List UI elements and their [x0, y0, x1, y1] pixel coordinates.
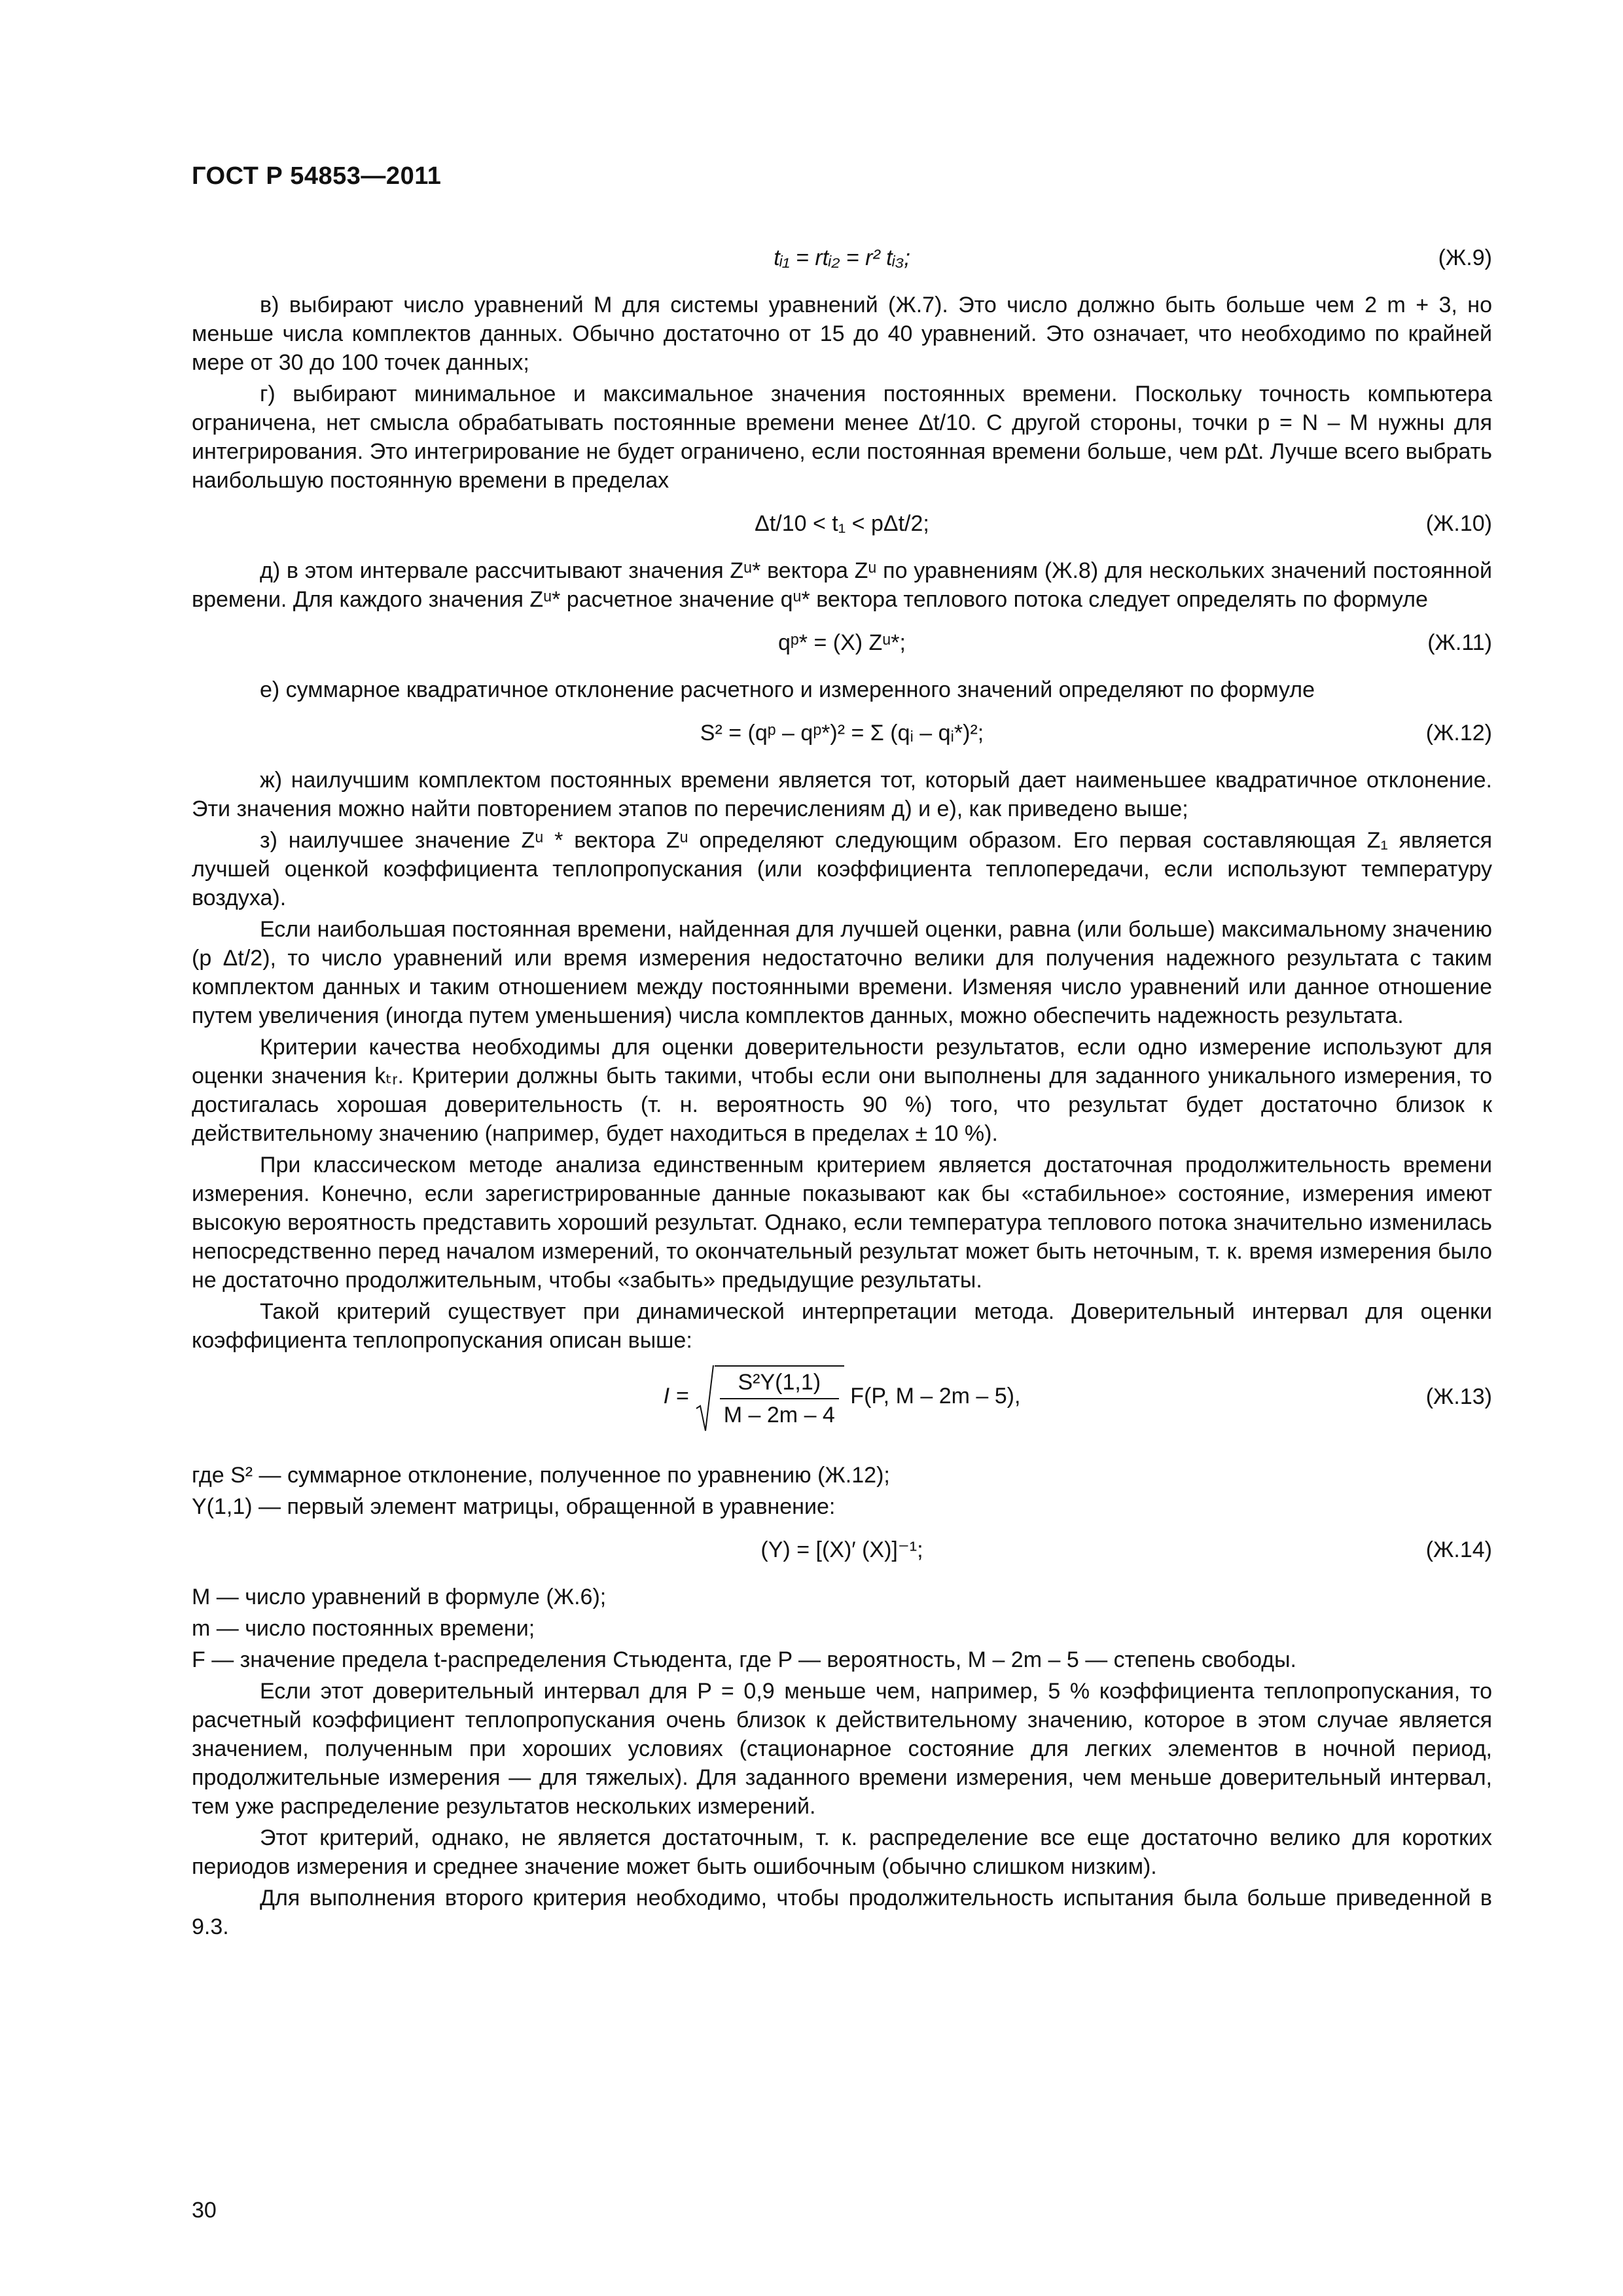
formula-expression: (Y) = [(X)′ (X)]⁻¹;: [760, 1537, 923, 1562]
paragraph: е) суммарное квадратичное отклонение расчетного и измеренного значений определяют по формуле: [260, 677, 1315, 702]
formula-expression: Δt/10 < t₁ < pΔt/2;: [755, 511, 929, 536]
document-body: [192, 229, 1492, 1944]
page-number: 30: [192, 2198, 217, 2223]
formula-number: (Ж.12): [1425, 721, 1492, 745]
definition-line: где S² — суммарное отклонение, полученное по уравнению (Ж.12);: [192, 1463, 890, 1488]
paragraph: ж) наилучшим комплектом постоянных времени является тот, который дает наименьшее квадратичное отклонение. Эти значения можно найти повторением этапов по перечислениям д) и е), как приведено выше;: [192, 768, 1492, 821]
paragraph: Для выполнения второго критерия необходимо, чтобы продолжительность испытания была больше приведенной в 9.3.: [192, 1886, 1492, 1939]
formula-zh13: [192, 1365, 1492, 1444]
fraction-numerator: S²Y(1,1): [720, 1368, 839, 1399]
definition-line: m — число постоянных времени;: [192, 1616, 535, 1641]
paragraph: г) выбирают минимальное и максимальное значения постоянных времени. Поскольку точность компьютера ограничена, нет смысла обрабатывать постоянные времени менее Δt/10. С другой стороны, точки p = N – M нужны для интегрирования. Это интегрирование не будет ограничено, если постоянная времени больше, чем pΔt. Лучше всего выбрать наибольшую постоянную времени в пределах: [192, 382, 1492, 493]
formula-number: (Ж.11): [1427, 630, 1492, 655]
formula-zh14: [192, 1526, 1492, 1573]
paragraph: Если наибольшая постоянная времени, найденная для лучшей оценки, равна (или больше) максимальному значению (p Δt/2), то число уравнений или время измерения недостаточно велики для получения надежного результата с таким комплектом данных и таким отношением между постоянными времени. Изменяя число уравнений или данное отношение путем увеличения (иногда путем уменьшения) числа комплектов данных, можно обеспечить надежность результата.: [192, 917, 1492, 1028]
paragraph: Критерии качества необходимы для оценки доверительности результатов, если одно измерение используют для оценки значения kₜᵣ. Критерии должны быть такими, чтобы если они выполнены для заданного уникального измерения, то достигалась хорошая доверительность (т. н. вероятность 90 %) того, что результат будет достаточно близок к действительному значению (например, будет находиться в пределах ± 10 %).: [192, 1035, 1492, 1146]
formula-zh10: [192, 500, 1492, 547]
paragraph: в) выбирают число уравнений M для системы уравнений (Ж.7). Это число должно быть больше чем 2 m + 3, но меньше числа комплектов данных. Обычно достаточно от 15 до 40 уравнений. Это означает, что необходимо по крайней мере от 30 до 100 точек данных;: [192, 293, 1492, 375]
formula-zh12: [192, 709, 1492, 757]
definition-line: Y(1,1) — первый элемент матрицы, обращенной в уравнение:: [192, 1494, 836, 1519]
paragraph: Этот критерий, однако, не является достаточным, т. к. распределение все еще достаточно велико для коротких периодов измерения и среднее значение может быть ошибочным (обычно слишком низким).: [192, 1825, 1492, 1879]
formula-number: (Ж.13): [1425, 1384, 1492, 1409]
formula-expression: tᵢ₁ = rtᵢ₂ = r² tᵢ₃;: [774, 245, 910, 270]
formula-expression: qᵖ* = (X) Zᵘ*;: [778, 630, 906, 655]
formula-zh11: [192, 619, 1492, 666]
formula-number: (Ж.9): [1438, 245, 1492, 270]
formula-number: (Ж.14): [1425, 1537, 1492, 1562]
formula-lhs: I =: [663, 1383, 689, 1408]
formula-expression: [192, 1365, 1492, 1429]
definition-line: F — значение предела t-распределения Стьюдента, где P — вероятность, M – 2m – 5 — степень свободы.: [192, 1647, 1296, 1672]
formula-expression: S² = (qᵖ – qᵖ*)² = Σ (qᵢ – qᵢ*)²;: [700, 721, 984, 745]
fraction-denominator: M – 2m – 4: [723, 1403, 835, 1427]
paragraph: При классическом методе анализа единственным критерием является достаточная продолжительность времени измерения. Конечно, если зарегистрированные данные показывают как бы «стабильное» состояние, измерения имеют высокую вероятность представить хороший результат. Однако, если температура теплового потока значительно изменилась непосредственно перед началом измерений, то окончательный результат может быть неточным, т. к. время измерения было не достаточно продолжительным, чтобы «забыть» предыдущие результаты.: [192, 1153, 1492, 1293]
paragraph: д) в этом интервале рассчитывают значения Zᵘ* вектора Zᵘ по уравнениям (Ж.8) для нескольких значений постоянной времени. Для каждого значения Zᵘ* расчетное значение qᵘ* вектора теплового потока следует определять по формуле: [192, 558, 1492, 612]
paragraph: Такой критерий существует при динамической интерпретации метода. Доверительный интервал для оценки коэффициента теплопропускания описан выше:: [192, 1299, 1492, 1353]
definition-line: M — число уравнений в формуле (Ж.6);: [192, 1585, 607, 1609]
formula-rhs: F(P, M – 2m – 5),: [850, 1383, 1021, 1408]
paragraph: з) наилучшее значение Zᵘ * вектора Zᵘ определяют следующим образом. Его первая составляющая Z₁ является лучшей оценкой коэффициента теплопропускания (или коэффициента теплопередачи, если используют температуру воздуха).: [192, 828, 1492, 910]
formula-zh9: [192, 234, 1492, 281]
radical-sign-icon: [695, 1363, 715, 1435]
formula-number: (Ж.10): [1425, 511, 1492, 536]
document-header: ГОСТ Р 54853—2011: [192, 162, 442, 190]
paragraph: Если этот доверительный интервал для P = 0,9 меньше чем, например, 5 % коэффициента теплопропускания, то расчетный коэффициент теплопропускания очень близок к действительному значению, которое в этом случае является значением, полученным при хороших условиях (стационарное состояние для легких элементов в ночной период, продолжительные измерения — для тяжелых). Для заданного времени измерения, чем меньше доверительный интервал, тем уже распределение результатов нескольких измерений.: [192, 1679, 1492, 1819]
square-root: [695, 1365, 844, 1429]
fraction: [715, 1365, 844, 1429]
